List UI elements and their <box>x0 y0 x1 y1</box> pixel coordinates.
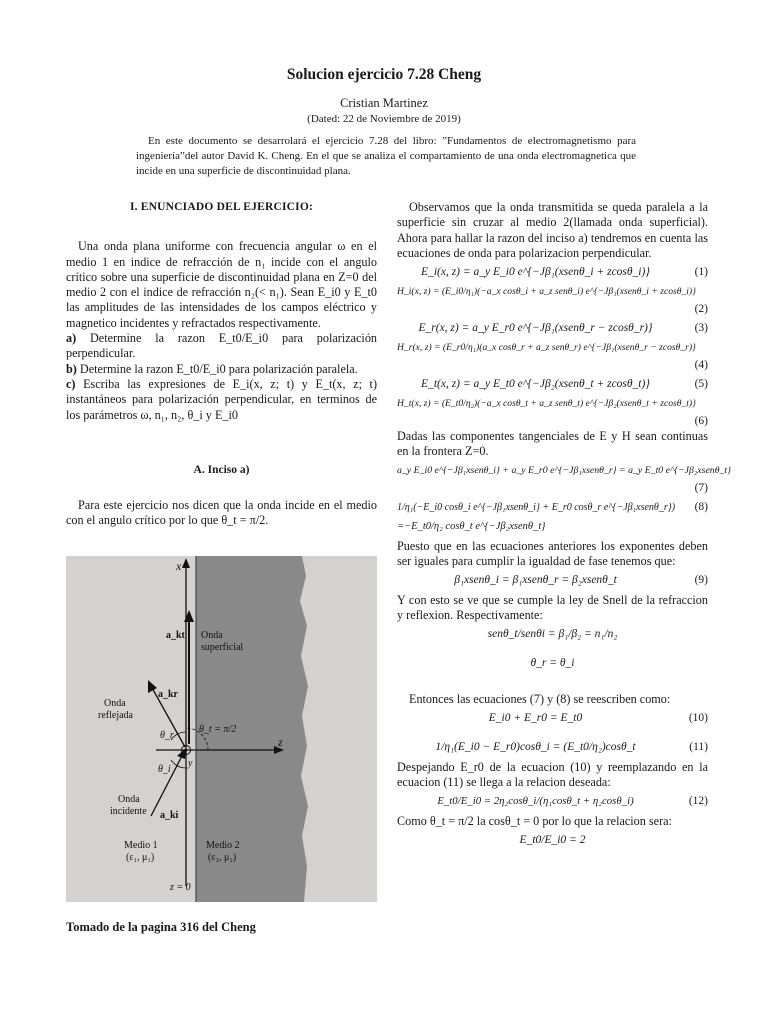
fig-label-medio1-params: (ε₁, μ₁) <box>126 852 155 863</box>
reflection-law: θ_r = θ_i <box>530 657 575 670</box>
paper-title: Solucion ejercicio 7.28 Cheng <box>286 66 482 83</box>
equation-6: H_t(x, z) = (E_t0/η₂)(−a_x cosθ_t + a_z senθ_t) e^{−Jβ₂(xsenθ_t + zcosθ_t)} <box>397 398 696 410</box>
fig-label-akt: a_kt <box>166 630 185 641</box>
fig-label-incident-1: Onda <box>118 794 140 805</box>
snell-law: senθ_t/senθi = β₁/β₂ = n₁/n₂ <box>487 628 618 641</box>
equation-9: β₁xsenθ_i = β₁xsenθ_r = β₂xsenθ_t (9) <box>454 574 708 587</box>
equation-2: H_i(x, z) = (E_i0/η₁)(−a_x cosθ_i + a_z senθ_i) e^{−Jβ₁(xsenθ_i + zcosθ_i)} <box>397 286 696 298</box>
equation-7-number: (7) <box>694 481 708 494</box>
item-a-label: a) <box>66 331 77 346</box>
fig-label-theta-i: θ_i <box>158 764 171 775</box>
fig-label-z: z <box>278 735 283 749</box>
paper-date: (Dated: 22 de Noviembre de 2019) <box>307 113 461 125</box>
paragraph-4: Y con esto se ve que se cumple la ley de Snell de la refraccion y reflexion. Respectivamente: <box>397 592 708 622</box>
item-a-text: Determine la razon E_t0/E_i0 para polarización perpendicular. <box>66 331 378 361</box>
equation-8-continued: =−E_t0/η₂ cosθ_t e^{−Jβ₂xsenθ_t} <box>397 521 546 533</box>
fig-label-medio2-params: (ε₂, μ₂) <box>208 852 237 863</box>
item-b <box>66 362 377 377</box>
equation-8: 1/η₁(−E_i0 cosθ_i e^{−Jβ₁xsenθ_i} + E_r0 cosθ_r e^{−Jβ₁xsenθ_r}) (8) <box>397 501 708 514</box>
fig-label-surface-1: Onda <box>201 630 223 641</box>
fig-label-reflected-2: reflejada <box>98 710 133 721</box>
equation-1: E_i(x, z) = a_y E_i0 e^{−Jβ₁(xsenθ_i + zcosθ_i)} (1) <box>421 266 708 279</box>
fig-label-medio1: Medio 1 <box>124 840 158 851</box>
equation-2-number: (2) <box>694 302 708 315</box>
equation-10: E_i0 + E_r0 = E_t0 (10) <box>488 712 708 725</box>
equation-12: E_t0/E_i0 = 2η₂cosθ_i/(η₁cosθ_t + η₂cosθ_i) (12) <box>437 795 708 808</box>
right-column <box>397 200 732 852</box>
item-b-text: Determine la razon E_t0/E_i0 para polarización paralela. <box>79 361 358 376</box>
fig-label-incident-2: incidente <box>110 806 147 817</box>
item-c <box>66 377 377 423</box>
fig-label-akr: a_kr <box>158 689 178 700</box>
paragraph-7: Como θ_t = π/2 la cosθ_t = 0 por lo que la relacion sera: <box>397 813 672 828</box>
fig-label-z0: z = 0 <box>170 882 191 893</box>
item-b-label: b) <box>66 361 77 376</box>
equation-4: H_r(x, z) = (E_r0/η₁)(a_x cosθ_r + a_z senθ_r) e^{−Jβ₁(xsenθ_r − zcosθ_r)} <box>397 342 696 354</box>
exercise-statement: Una onda plana uniforme con frecuencia angular ω en el medio 1 en indice de refracción de n₁ incide con el angulo crítico sobre una superficie de discontinuidad plana en Z=0 del medio 2 con el indice de refracción n₂(< n₁). Sean E_i0 y E_t0 las amplitudes de las intensidades de los campos eléctrico y magnetico incidentes y refractados respectivamente. <box>66 239 377 330</box>
paragraph-2: Dadas las componentes tangenciales de E y H sean continuas en la frontera Z=0. <box>397 428 708 459</box>
paragraph-1: Observamos que la onda transmitida se queda paralela a la superficie sin cruzar al medio 2(llamada onda superficial). Ahora para hallar la razon del inciso a) tendremos en cuenta las ecuaciones de onda para polarizacion perpendicular. <box>397 200 708 260</box>
equation-4-number: (4) <box>694 358 708 371</box>
equation-5: E_t(x, z) = a_y E_t0 e^{−Jβ₂(xsenθ_t + zcosθ_t)} (5) <box>421 377 708 390</box>
equation-6-number: (6) <box>694 414 708 427</box>
fig-label-surface-2: superficial <box>201 642 244 653</box>
equation-11: 1/η₁(E_i0 − E_r0)cosθ_i = (E_t0/η₂)cosθ_t (11) <box>435 741 708 754</box>
equation-7: a_y E_i0 e^{−Jβ₁xsenθ_i} + a_y E_r0 e^{−Jβ₁xsenθ_r} = a_y E_t0 e^{−Jβ₂xsenθ_t} <box>397 465 732 477</box>
left-column <box>66 200 377 529</box>
item-c-label: c) <box>66 376 76 391</box>
fig-label-theta-r: θ_r <box>160 730 174 741</box>
item-a <box>66 331 377 362</box>
fig-label-x: x <box>176 559 182 573</box>
paragraph-5: Entonces las ecuaciones (7) y (8) se reescriben como: <box>409 691 671 706</box>
fig-label-reflected-1: Onda <box>104 698 126 709</box>
critical-angle-figure <box>66 556 377 902</box>
fig-label-theta-t: θ_t = π/2 <box>199 724 237 735</box>
subsection-heading: A. Inciso a) <box>193 463 250 476</box>
item-c-text: Escriba las expresiones de E_i(x, z; t) y E_t(x, z; t) instantáneos para polarización perpendicular, en terminos de los parámetros ω, n₁, n₂, θ_i y E_i0 <box>66 376 377 422</box>
fig-label-y: y <box>188 758 193 769</box>
section-heading: I. ENUNCIADO DEL EJERCICIO: <box>129 201 314 213</box>
equation-13: E_t0/E_i0 = 2 <box>519 833 586 846</box>
paper-abstract: En este documento se desarrolará el ejercicio 7.28 del libro: ”Fundamentos de electromagnetismo para ingeniería”del autor David K. Cheng. En el que se analiza el compartamiento de una onda electromagnetica que incide en una superficie de discontinuidad plana. <box>136 135 636 177</box>
subsection-text: Para este ejercicio nos dicen que la onda incide en el medio con el angulo crítico por lo que θ_t = π/2. <box>66 498 377 528</box>
equation-3: E_r(x, z) = a_y E_r0 e^{−Jβ₁(xsenθ_r − zcosθ_r)} (3) <box>418 322 708 335</box>
paragraph-3: Puesto que en las ecuaciones anteriores los exponentes deben ser iguales para cumplir la igualdad de fase tenemos que: <box>397 538 708 568</box>
fig-label-aki: a_ki <box>160 810 179 821</box>
figure-caption: Tomado de la pagina 316 del Cheng <box>66 920 256 934</box>
paper-author: Cristian Martinez <box>340 96 428 110</box>
paragraph-6: Despejando E_r0 de la ecuacion (10) y reemplazando en la ecuacion (11) se llega a la relacion deseada: <box>397 759 708 789</box>
fig-label-medio2: Medio 2 <box>206 840 240 851</box>
